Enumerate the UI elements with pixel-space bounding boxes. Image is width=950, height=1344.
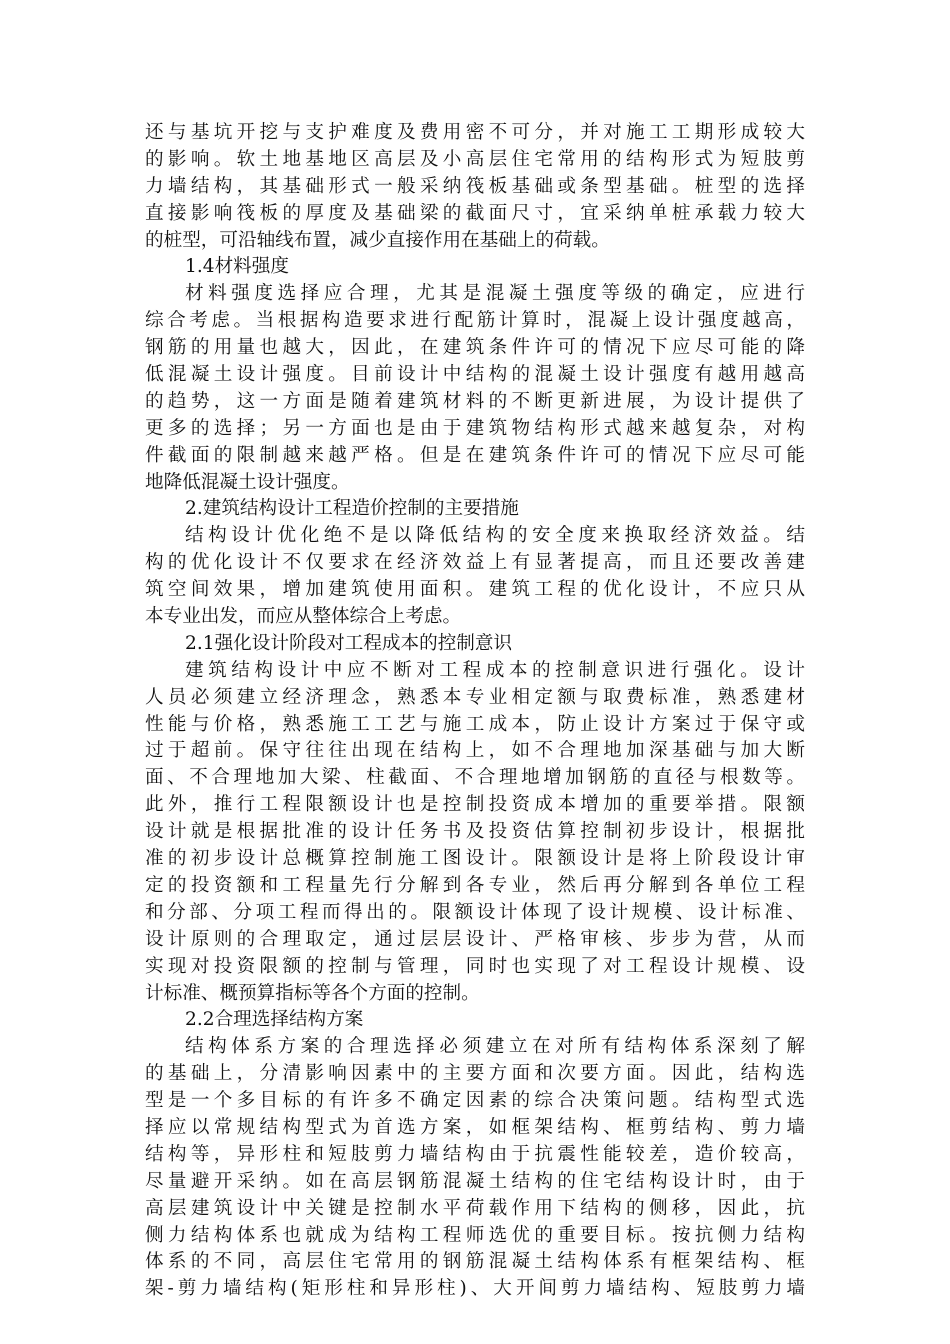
paragraph-last-line: 计标准、概预算指标等各个方面的控制。 — [145, 982, 480, 1004]
text-line: 更多的选择；另一方面也是由于建筑物结构形式越来越复杂，对构 — [145, 417, 805, 439]
text-line: 设计原则的合理取定，通过层层设计、严格审核、步步为营，从而 — [145, 928, 805, 950]
text-line: 构的优化设计不仅要求在经济效益上有显著提高，而且还要改善建 — [145, 552, 805, 574]
section-heading: 2.建筑结构设计工程造价控制的主要措施 — [185, 498, 519, 520]
text-line: 型是一个多目标的有许多不确定因素的综合决策问题。结构型式选 — [145, 1090, 805, 1112]
text-line: 钢筋的用量也越大，因此，在建筑条件许可的情况下应尽可能的降 — [145, 337, 805, 359]
text-line: 直接影响筏板的厚度及基础梁的截面尺寸，宜采纳单桩承载力较大 — [145, 202, 805, 224]
text-line: 设计就是根据批准的设计任务书及投资估算控制初步设计，根据批 — [145, 821, 805, 843]
text-line: 准的初步设计总概算控制施工图设计。限额设计是将上阶段设计审 — [145, 848, 805, 870]
document-body — [145, 120, 805, 1303]
text-line: 体系的不同，高层住宅常用的钢筋混凝土结构体系有框架结构、框 — [145, 1251, 805, 1273]
text-line: 择应以常规结构型式为首选方案，如框架结构、框剪结构、剪力墙 — [145, 1116, 805, 1138]
text-line: 高层建筑设计中关键是控制水平荷载作用下结构的侧移，因此，抗 — [145, 1197, 805, 1219]
text-line: 结构等，异形柱和短肢剪力墙结构由于抗震性能较差，造价较高， — [145, 1143, 805, 1165]
text-line: 性能与价格，熟悉施工工艺与施工成本，防止设计方案过于保守或 — [145, 713, 805, 735]
text-line: 力墙结构，其基础形式一般采纳筏板基础或条型基础。桩型的选择 — [145, 175, 805, 197]
text-line: 过于超前。保守往往出现在结构上，如不合理地加深基础与加大断 — [145, 740, 805, 762]
text-line: 面、不合理地加大梁、柱截面、不合理地增加钢筋的直径与根数等。 — [145, 767, 805, 789]
text-line: 综合考虑。当根据构造要求进行配筋计算时，混凝上设计强度越高， — [145, 310, 805, 332]
paragraph-first-line: 结构体系方案的合理选择必须建立在对所有结构体系深刻了解 — [185, 1036, 805, 1058]
paragraph-last-line: 本专业出发，而应从整体综合上考虑。 — [145, 606, 462, 628]
text-line: 架-剪力墙结构(矩形柱和异形柱)、大开间剪力墙结构、短肢剪力墙 — [145, 1278, 805, 1300]
text-line: 此外，推行工程限额设计也是控制投资成本增加的重要举措。限额 — [145, 794, 805, 816]
text-line: 件截面的限制越来越严格。但是在建筑条件许可的情况下应尽可能 — [145, 444, 805, 466]
paragraph-first-line: 材料强度选择应合理，尤其是混凝土强度等级的确定，应进行 — [185, 283, 805, 305]
text-line: 侧力结构体系也就成为结构工程师选优的重要目标。按抗侧力结构 — [145, 1224, 805, 1246]
text-line: 低混凝土设计强度。目前设计中结构的混凝土设计强度有越用越高 — [145, 364, 805, 386]
section-heading: 1.4材料强度 — [185, 256, 289, 278]
paragraph-last-line: 的桩型，可沿轴线布置，减少直接作用在基础上的荷载。 — [145, 229, 610, 251]
paragraph-first-line: 建筑结构设计中应不断对工程成本的控制意识进行强化。设计 — [185, 659, 805, 681]
section-heading: 2.2合理选择结构方案 — [185, 1009, 364, 1031]
text-line: 还与基坑开挖与支护难度及费用密不可分，并对施工工期形成较大 — [145, 122, 805, 143]
text-line: 尽量避开采纳。如在高层钢筋混凝土结构的住宅结构设计时，由于 — [145, 1170, 805, 1192]
text-line: 人员必须建立经济理念，熟悉本专业相定额与取费标准，熟悉建材 — [145, 686, 805, 708]
text-line: 的影响。软土地基地区高层及小高层住宅常用的结构形式为短肢剪 — [145, 148, 805, 170]
section-heading: 2.1强化设计阶段对工程成本的控制意识 — [185, 632, 513, 654]
text-line: 筑空间效果，增加建筑使用面积。建筑工程的优化设计，不应只从 — [145, 579, 805, 601]
text-line: 的趋势，这一方面是随着建筑材料的不断更新进展，为设计提供了 — [145, 390, 805, 412]
paragraph-first-line: 结构设计优化绝不是以降低结构的安全度来换取经济效益。结 — [185, 525, 805, 547]
paragraph-last-line: 地降低混凝土设计强度。 — [145, 471, 350, 493]
text-line: 定的投资额和工程量先行分解到各专业，然后再分解到各单位工程 — [145, 874, 805, 896]
text-line: 的基础上，分清影响因素中的主要方面和次要方面。因此，结构选 — [145, 1063, 805, 1085]
text-line: 实现对投资限额的控制与管理，同时也实现了对工程设计规模、设 — [145, 955, 805, 977]
text-line: 和分部、分项工程而得出的。限额设计体现了设计规模、设计标准、 — [145, 901, 805, 923]
